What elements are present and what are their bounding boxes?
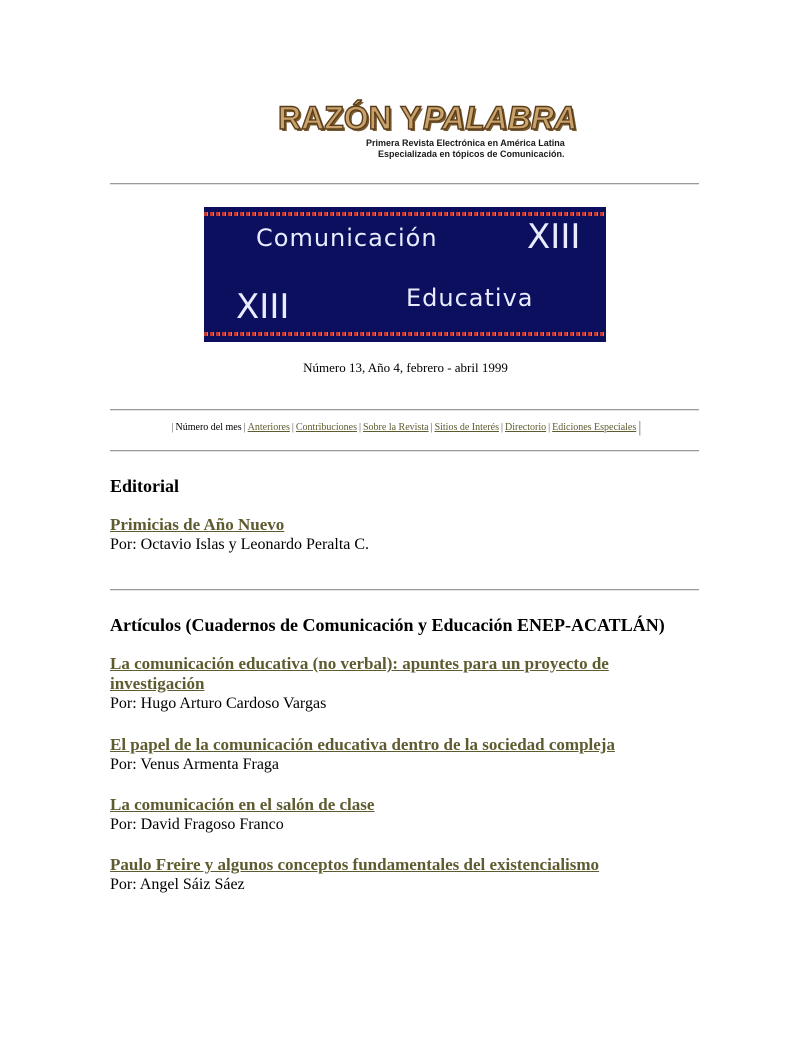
- article-byline-2: Por: Venus Armenta Fraga: [110, 756, 280, 773]
- article-item-3: [110, 795, 670, 835]
- nav-link-sitios-de-interes[interactable]: Sitios de Interés: [434, 422, 499, 433]
- issue-info: Número 13, Año 4, febrero - abril 1999: [303, 360, 508, 375]
- article-item-2: [110, 735, 670, 775]
- logo-word-razon: RAZÓN Y: [278, 100, 422, 136]
- magazine-logo: [270, 98, 590, 168]
- divider-nav-bottom: [110, 450, 699, 452]
- article-title-link-4[interactable]: Paulo Freire y algunos conceptos fundamentales del existencialismo: [110, 855, 600, 874]
- article-title-link-1[interactable]: La comunicación educativa (no verbal): apuntes para un proyecto de investigación: [110, 654, 609, 693]
- divider-top: [110, 183, 699, 185]
- logo-word-palabra: PALABRA: [423, 100, 578, 136]
- editorial-byline: Por: Octavio Islas y Leonardo Peralta C.: [110, 536, 370, 553]
- issue-banner: [204, 207, 606, 342]
- divider-nav-top: [110, 409, 699, 411]
- article-byline-4: Por: Angel Sáiz Sáez: [110, 876, 245, 893]
- article-byline-3: Por: David Fragoso Franco: [110, 816, 284, 833]
- nav-link-ediciones-especiales[interactable]: Ediciones Especiales: [552, 422, 637, 433]
- article-byline-1: Por: Hugo Arturo Cardoso Vargas: [110, 695, 327, 712]
- site-nav: | Número del mes | Anteriores | Contribuciones | Sobre la Revista | Sitios de Interés | Directorio | Ediciones Especiales |: [171, 419, 642, 436]
- article-item-4: [110, 855, 670, 895]
- banner-numeral-left: XIII: [236, 287, 290, 327]
- divider-articles: [110, 589, 699, 591]
- editorial-entry: [110, 515, 670, 555]
- banner-top-border: [204, 212, 606, 216]
- nav-current-issue: Número del mes: [175, 422, 242, 433]
- article-title-link-3[interactable]: La comunicación en el salón de clase: [110, 795, 375, 814]
- article-title-link-2[interactable]: El papel de la comunicación educativa dentro de la sociedad compleja: [110, 735, 615, 754]
- banner-numeral-right: XIII: [527, 217, 581, 257]
- banner-word-educativa: Educativa: [406, 284, 534, 312]
- logo-tagline-2: Especializada en tópicos de Comunicación.: [378, 149, 565, 159]
- nav-link-sobre-la-revista[interactable]: Sobre la Revista: [363, 422, 429, 433]
- nav-link-contribuciones[interactable]: Contribuciones: [295, 422, 357, 433]
- nav-link-anteriores[interactable]: Anteriores: [247, 422, 290, 433]
- nav-link-directorio[interactable]: Directorio: [505, 422, 547, 433]
- banner-bottom-border: [204, 332, 606, 336]
- editorial-heading: Editorial: [110, 476, 180, 496]
- logo-tagline-1: Primera Revista Electrónica en América Latina: [366, 138, 565, 148]
- article-item-1: [110, 654, 670, 714]
- banner-word-comunicacion: Comunicación: [256, 224, 438, 252]
- articles-heading: Artículos (Cuadernos de Comunicación y Educación ENEP-ACATLÁN): [110, 615, 665, 635]
- editorial-title-link[interactable]: Primicias de Año Nuevo: [110, 515, 285, 534]
